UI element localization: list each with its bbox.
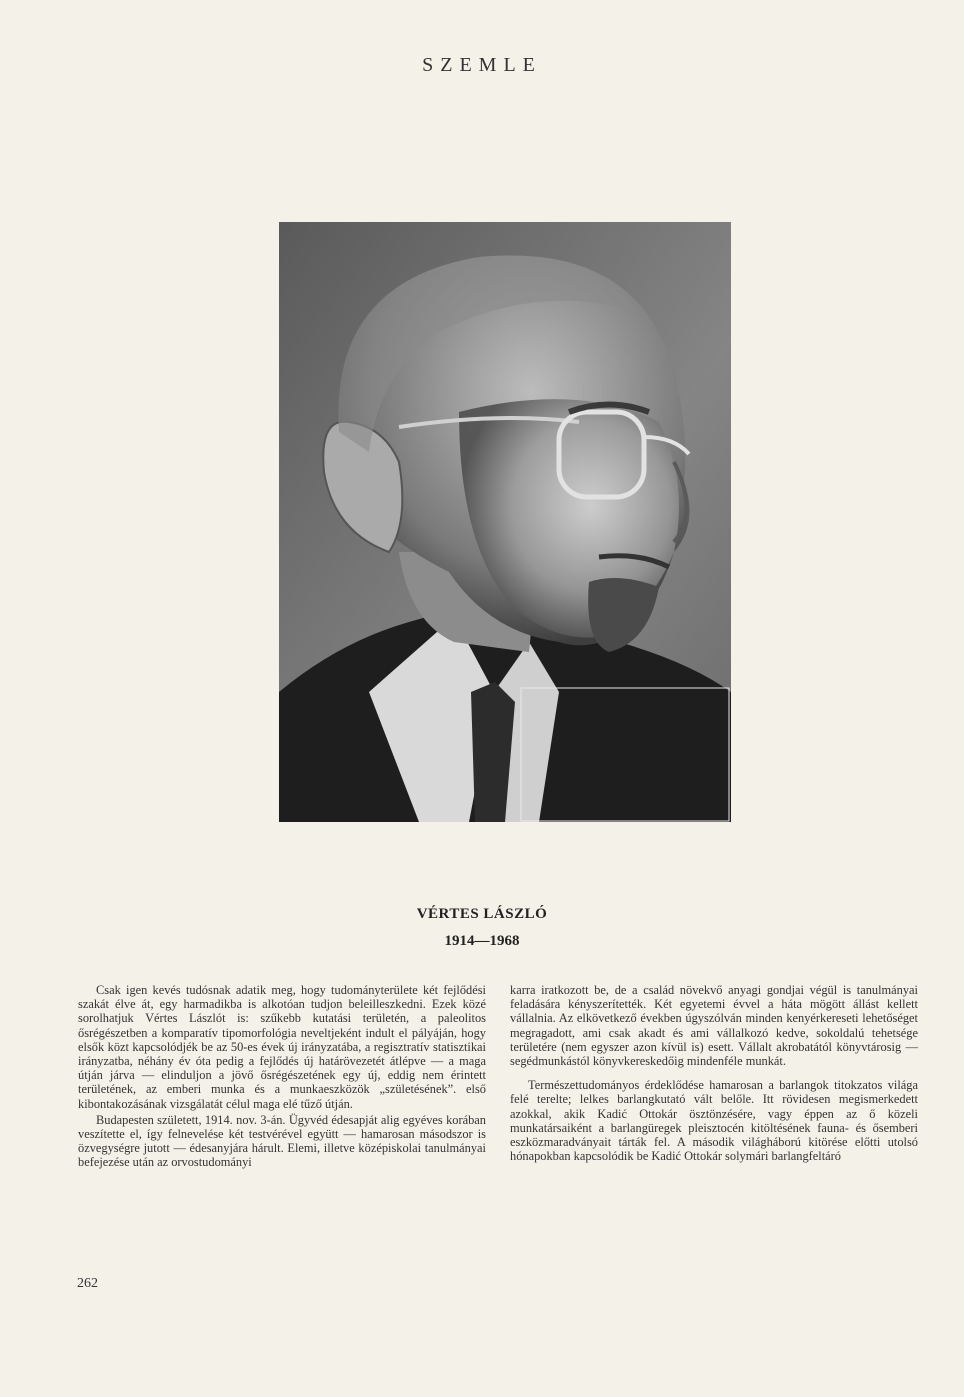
portrait-photo: [279, 222, 731, 822]
page-number: 262: [77, 1276, 98, 1291]
paragraph: Budapesten született, 1914. nov. 3-án. Ügyvéd édesapját alig egyéves korában veszítette el, így felnevelése két testvérével együtt — hamarosan másodszor is özvegységre jutott — édesanyjára hárult. Elemi, illetve középiskolai tanulmányai befejezése után az orvostudományi: [78, 1112, 486, 1170]
paragraph: Csak igen kevés tudósnak adatik meg, hogy tudományterülete két fejlődési szakát élve át, egy harmadikba is alkotóan tudjon beleilleszkedni. Ezek közé sorolhatjuk Vértes Lászlót is: szűkebb kutatási területén, a paleolitos ősrégészetben a komparatív tipomorfológia neveltjeként indult el pályáján, hogy elsők közt kapcsolódjék be az 50-es évek új irányzatába, a regisztratív statisztikai irányzatba, néhány év óta pedig a fejlődés új határövezetét átlépve — a maga útján járva — elinduljon a jövő ősrégészetének egy új, eddig nem érintett területének, az emberi munka és a munkaeszközök „születésének”. első kibontakozásának vizsgálatát célul maga elé tűző útján.: [78, 983, 486, 1111]
running-head: SZEMLE: [422, 54, 542, 76]
paragraph: Természettudományos érdeklődése hamarosan a barlangok titokzatos világa felé terelte; lelkes barlangkutató vált belőle. Itt rövidesen megismerkedett azokkal, akik Kadić Ottokár ösztönzésére, vagy éppen az ő közeli munkatársaiként a barlangüregek pleisztocén kitöltésének fauna- és ősemberi eszközmaradványait tárták fel. A második világháború kitörése előtti utolsó hónapokban kapcsolódik be Kadić Ottokár solymári barlangfeltáró: [510, 1078, 918, 1164]
paragraph: karra iratkozott be, de a család növekvő anyagi gondjai végül is tanulmányai feladására kényszerítették. Két egyetemi évvel a háta mögött állást kellett vállalnia. Az elkövetkező években úgyszólván minden kenyérkereseti lehetőséget megragadott, ami csak akadt és ami vállalkozó kedve, sokoldalú tehetsége területére (nem egyszer azon kívül is) esett. Vállalt akrobatától könyvtárosig — segédmunkástól könyvkereskedőig mindenféle munkát.: [510, 983, 918, 1069]
right-column: [510, 983, 918, 1163]
left-column: [78, 983, 486, 1170]
article-title: VÉRTES LÁSZLÓ: [416, 906, 548, 922]
article-dates: 1914—1968: [444, 933, 520, 949]
